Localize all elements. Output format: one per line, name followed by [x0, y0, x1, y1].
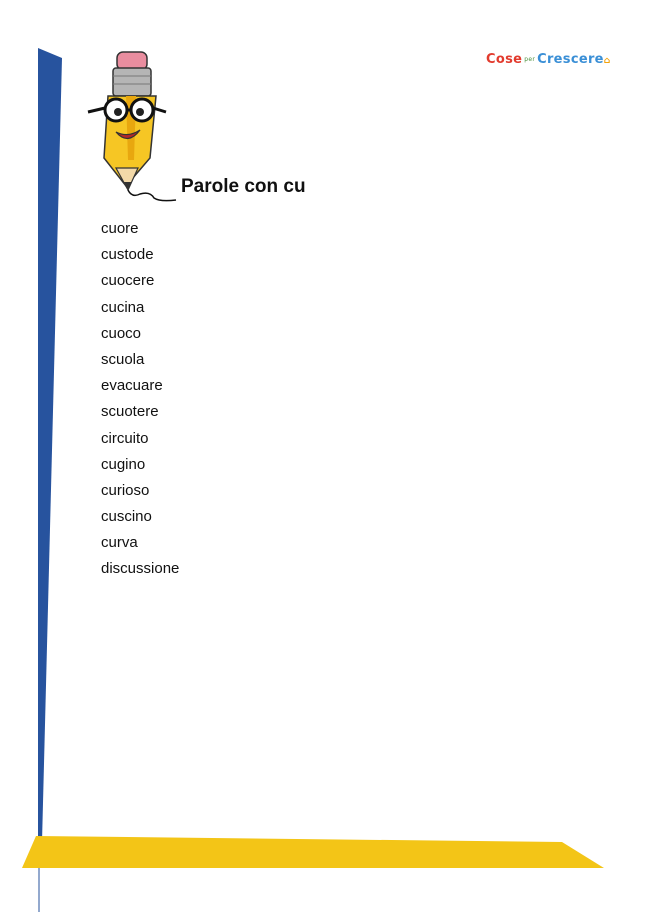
page-title: Parole con cu — [181, 176, 306, 197]
logo-word-per: per — [524, 56, 536, 63]
logo-word-crescere: Crescere — [537, 52, 604, 67]
word-item: discussione — [101, 560, 180, 578]
word-item: cuoco — [101, 324, 142, 342]
logo-house-icon: ⌂ — [603, 56, 611, 66]
word-item: circuito — [101, 429, 149, 447]
word-item: curva — [101, 534, 138, 552]
cose-per-crescere-logo — [486, 52, 611, 67]
word-item: cucina — [101, 298, 145, 316]
word-list — [101, 219, 179, 586]
word-item: custode — [101, 246, 154, 264]
pencil-mascot-icon — [80, 48, 180, 208]
word-item: curioso — [101, 481, 150, 499]
word-item: evacuare — [101, 377, 163, 395]
logo-word-cose: Cose — [486, 52, 523, 67]
word-item: scuola — [101, 350, 145, 368]
word-item: cuore — [101, 220, 139, 237]
word-item: cuscino — [101, 508, 152, 526]
word-item: scuotere — [101, 403, 159, 421]
word-item: cuocere — [101, 272, 155, 290]
word-item: cugino — [101, 455, 146, 473]
